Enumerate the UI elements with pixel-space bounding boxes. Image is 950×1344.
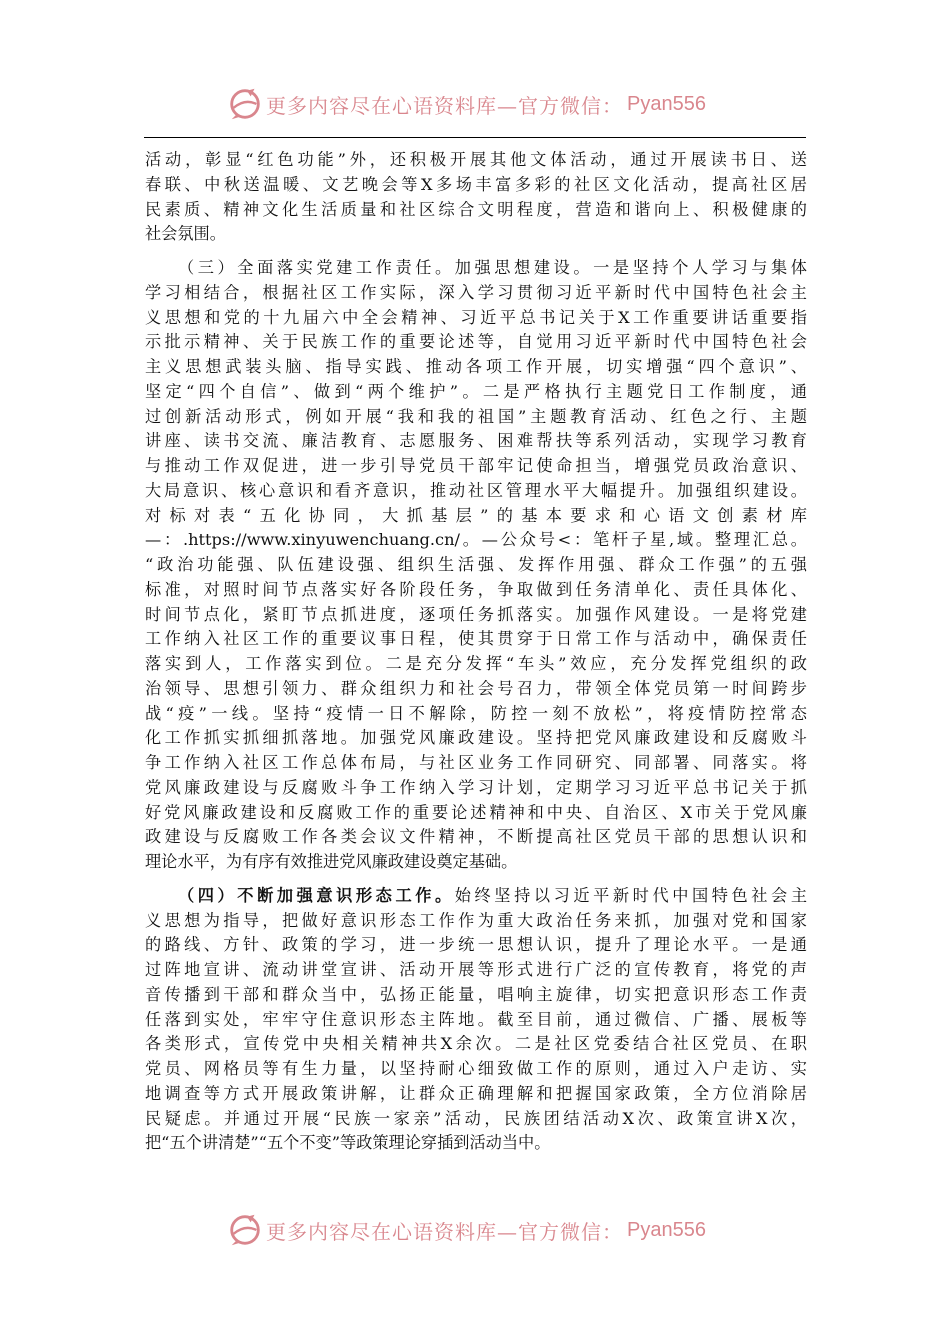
text-line: 把“五个讲清楚”“五个不变”等政策理论穿插到活动当中。 — [145, 1133, 551, 1153]
text-line: 落实到人，工作落实到位。二是充分发挥“车头”效应，充分发挥党组织的政 — [145, 654, 807, 673]
watermark-banner-bottom — [0, 1208, 950, 1252]
text-line: 过阵地宣讲、流动讲堂宣讲、活动开展等形式进行广泛的宣传教育，将党的声 — [145, 960, 807, 979]
text-line: 时间节点化，紧盯节点抓进度，逐项任务抓落实。加强作风建设。一是将党建 — [145, 604, 807, 624]
pen-logo-icon — [226, 1211, 264, 1249]
section-heading: （四）不断加强意识形态工作。 — [178, 885, 455, 905]
text-line: 与推动工作双促进，进一步引导党员干部牢记使命担当，增强党员政治意识、 — [145, 456, 807, 475]
text-line: 讲座、读书交流、廉洁教育、志愿服务、困难帮扶等系列活动，实现学习教育 — [145, 431, 807, 451]
text-line: 活动，彰显“红色功能”外，还积极开展其他文体活动，通过开展读书日、送 — [145, 150, 807, 169]
text-run: 始终坚持以习近平新时代中国特色社会主 — [454, 885, 807, 905]
text-line: 理论水平，为有序有效推进党风廉政建设奠定基础。 — [145, 852, 518, 871]
paragraph-1 — [145, 148, 807, 247]
text-line: 工作纳入社区工作的重要议事日程，使其贯穿于日常工作与活动中，确保责任 — [145, 629, 807, 649]
text-line: 义思想为指导，把做好意识形态工作作为重大政治任务来抓，加强对党和国家 — [145, 910, 807, 930]
text-line: 春联、中秋送温暖、文艺晚会等X多场丰富多彩的社区文化活动，提高社区居 — [145, 174, 807, 194]
text-line: 党员、网格员等有生力量，以坚持耐心细致做工作的原则，通过入户走访、实 — [145, 1059, 807, 1078]
paragraph-3 — [145, 884, 807, 1156]
text-line: 各类形式，宣传党中央相关精神共X余次。二是社区党委结合社区党员、在职 — [145, 1034, 807, 1054]
watermark-banner-top — [0, 82, 950, 126]
pen-logo-icon — [226, 85, 264, 123]
watermark-wechat-id: Pyan556 — [627, 92, 706, 115]
text-line: 党风廉政建设与反腐败斗争工作纳入学习计划，定期学习习近平总书记关于抓 — [145, 777, 807, 797]
header-rule — [144, 137, 806, 138]
watermark-text: 更多内容尽在心语资料库—官方微信： — [266, 93, 623, 118]
text-line: 义思想和党的十九届六中全会精神、习近平总书记关于X工作重要讲话重要指 — [145, 307, 807, 327]
text-line: 治领导、思想引领力、群众组织力和社会号召力，带领全体党员第一时间跨步 — [145, 678, 807, 698]
text-line: 任落到实处，牢牢守住意识形态主阵地。截至目前，通过微信、广播、展板等 — [145, 1009, 807, 1029]
paragraph-2 — [145, 256, 807, 875]
text-line: 化工作抓实抓细抓落地。加强党风廉政建设。坚持把党风廉政建设和反腐败斗 — [145, 728, 807, 748]
text-line: 示批示精神、关于民族工作的重要论述等，自觉用习近平新时代中国特色社会 — [145, 332, 807, 352]
text-line: 主义思想武装头脑、指导实践、推动各项工作开展，切实增强“四个意识”、 — [145, 357, 807, 376]
text-line: 社会氛围。 — [145, 224, 226, 244]
text-line: 坚定“四个自信”、做到“两个维护”。二是严格执行主题党日工作制度，通 — [145, 381, 807, 401]
text-line: 的路线、方针、政策的学习，进一步统一思想认识，提升了理论水平。一是通 — [145, 935, 807, 955]
text-line: 学习相结合，根据社区工作实际，深入学习贯彻习近平新时代中国特色社会主 — [145, 282, 807, 302]
text-line: 大局意识、核心意识和看齐意识，推动社区管理水平大幅提升。加强组织建设。 — [145, 480, 807, 500]
text-line: —：.https://www.xinyuwenchuang.cn/。—公众号<：笔杆子星,域。整理汇总。 — [145, 530, 807, 550]
text-line: 争工作纳入社区工作总体布局，与社区业务工作同研究、同部署、同落实。将 — [145, 753, 807, 772]
text-line — [145, 884, 807, 909]
text-line: 地调查等方式开展政策讲解，让群众正确理解和把握国家政策，全方位消除居 — [145, 1083, 807, 1103]
text-line: （三）全面落实党建工作责任。加强思想建设。一是坚持个人学习与集体 — [178, 258, 807, 277]
watermark-wechat-id: Pyan556 — [627, 1218, 706, 1241]
text-line: 政建设与反腐败工作各类会议文件精神，不断提高社区党员干部的思想认识和 — [145, 827, 807, 847]
watermark-text: 更多内容尽在心语资料库—官方微信： — [266, 1219, 623, 1244]
text-line: 民素质、精神文化生活质量和社区综合文明程度，营造和谐向上、积极健康的 — [145, 199, 807, 219]
text-line: “政治功能强、队伍建设强、组织生活强、发挥作用强、群众工作强”的五强 — [145, 555, 807, 574]
text-line: 战“疫”一线。坚持“疫情一日不解除，防控一刻不放松”，将疫情防控常态 — [145, 703, 807, 723]
text-line: 对标对表“五化协同，大抓基层”的基本要求和心语文创素材库 — [145, 505, 807, 525]
text-line: 标准，对照时间节点落实好各阶段任务，争取做到任务清单化、责任具体化、 — [145, 579, 807, 599]
text-line: 民疑虑。并通过开展“民族一家亲”活动，民族团结活动X次、政策宣讲X次， — [145, 1108, 807, 1128]
document-body — [145, 148, 807, 1156]
text-line: 好党风廉政建设和反腐败工作的重要论述精神和中央、自治区、X市关于党风廉 — [145, 802, 807, 822]
text-line: 音传播到干部和群众当中，弘扬正能量，唱响主旋律，切实把意识形态工作责 — [145, 984, 807, 1004]
text-line: 过创新活动形式，例如开展“我和我的祖国”主题教育活动、红色之行、主题 — [145, 406, 807, 426]
